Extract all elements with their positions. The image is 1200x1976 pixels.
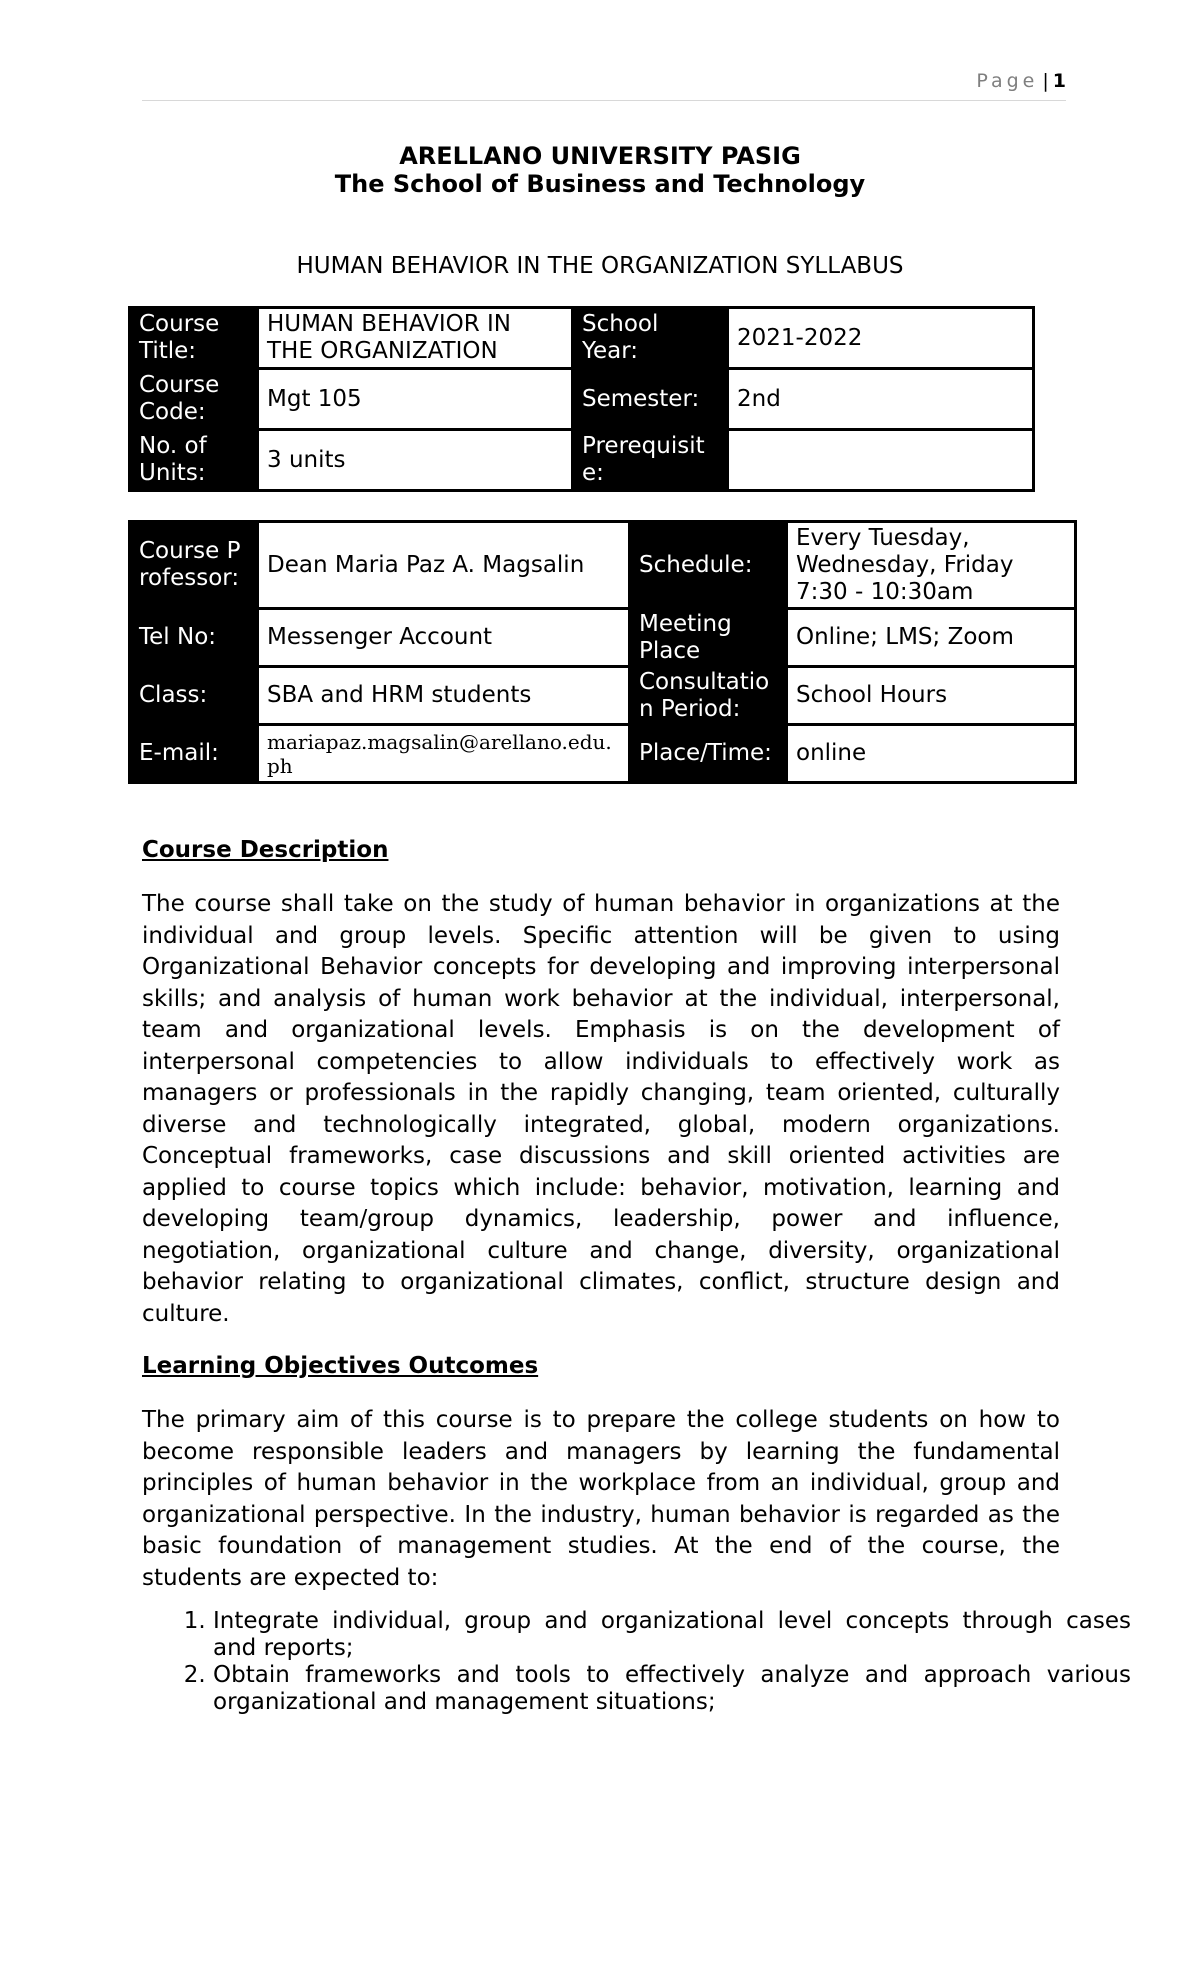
consultation-value: School Hours	[787, 667, 1076, 725]
syllabus-title: HUMAN BEHAVIOR IN THE ORGANIZATION SYLLABUS	[296, 253, 904, 279]
table-row	[130, 308, 1034, 369]
meeting-place-value: Online; LMS; Zoom	[787, 609, 1076, 667]
school-year-value: 2021-2022	[728, 308, 1034, 369]
page-number: 1	[1052, 70, 1066, 92]
course-description-text: The course shall take on the study of human behavior in organizations at the individual and group levels. Specific attention will be given to using Organizational Behavior concepts for developing and improving interpersonal skills; and analysis of human work behavior at the individual, interpersonal, team and organizational levels. Emphasis is on the development of interpersonal competencies to allow individuals to effectively work as managers or professionals in the rapidly changing, team oriented, culturally diverse and technologically integrated, global, modern organizations. Conceptual frameworks, case discussions and skill oriented activities are applied to course topics which include: behavior, motivation, learning and developing team/group dynamics, leadership, power and influence, negotiation, organizational culture and change, diversity, organizational behavior relating to organizational climates, conflict, structure design and culture.	[142, 891, 1060, 1327]
table-row	[130, 609, 1076, 667]
meeting-place-label: Meeting Place	[630, 609, 787, 667]
course-title-label: Course Title:	[130, 308, 258, 369]
place-time-label: Place/Time:	[630, 725, 787, 783]
page-label: Page	[976, 70, 1039, 92]
tel-label: Tel No:	[130, 609, 258, 667]
semester-value: 2nd	[728, 369, 1034, 430]
place-time-value: online	[787, 725, 1076, 783]
prerequisite-label: Prerequisite:	[573, 430, 728, 491]
prerequisite-value	[728, 430, 1034, 491]
class-label: Class:	[130, 667, 258, 725]
objectives-list	[142, 1608, 1131, 1716]
units-value: 3 units	[258, 430, 573, 491]
schedule-label: Schedule:	[630, 522, 787, 609]
course-title-value: HUMAN BEHAVIOR IN THE ORGANIZATION	[258, 308, 573, 369]
professor-info-table	[128, 520, 1077, 784]
course-code-value: Mgt 105	[258, 369, 573, 430]
professor-label: Course Professor:	[130, 522, 258, 609]
semester-label: Semester:	[573, 369, 728, 430]
table-row	[130, 522, 1076, 609]
learning-objectives-heading: Learning Objectives Outcomes	[142, 1353, 539, 1379]
school-name: The School of Business and Technology	[334, 170, 866, 198]
page-separator: |	[1042, 70, 1049, 92]
course-info-table	[128, 306, 1035, 492]
course-description-heading: Course Description	[142, 837, 389, 863]
class-value: SBA and HRM students	[258, 667, 630, 725]
consultation-label: Consultation Period:	[630, 667, 787, 725]
learning-objectives-intro: The primary aim of this course is to prepare the college students on how to become responsible leaders and managers by learning the fundamental principles of human behavior in the workplace from an individual, group and organizational perspective. In the industry, human behavior is regarded as the basic foundation of management studies. At the end of the course, the students are expected to:	[142, 1407, 1060, 1591]
units-label: No. of Units:	[130, 430, 258, 491]
email-value[interactable]: mariapaz.magsalin@arellano.edu.ph	[258, 725, 630, 783]
schedule-value: Every Tuesday, Wednesday, Friday 7:30 - 10:30am	[787, 522, 1076, 609]
school-year-label: School Year:	[573, 308, 728, 369]
table-row	[130, 430, 1034, 491]
table-row	[130, 725, 1076, 783]
university-name: ARELLANO UNIVERSITY PASIG	[399, 142, 801, 170]
tel-value: Messenger Account	[258, 609, 630, 667]
email-label: E-mail:	[130, 725, 258, 783]
page-header	[142, 70, 1066, 101]
table-row	[130, 667, 1076, 725]
course-code-label: Course Code:	[130, 369, 258, 430]
list-item: 1. Integrate individual, group and organizational level concepts through cases and reports;	[213, 1608, 1131, 1662]
table-row	[130, 369, 1034, 430]
professor-value: Dean Maria Paz A. Magsalin	[258, 522, 630, 609]
list-item: 2. Obtain frameworks and tools to effectively analyze and approach various organizational and management situations;	[213, 1662, 1131, 1716]
